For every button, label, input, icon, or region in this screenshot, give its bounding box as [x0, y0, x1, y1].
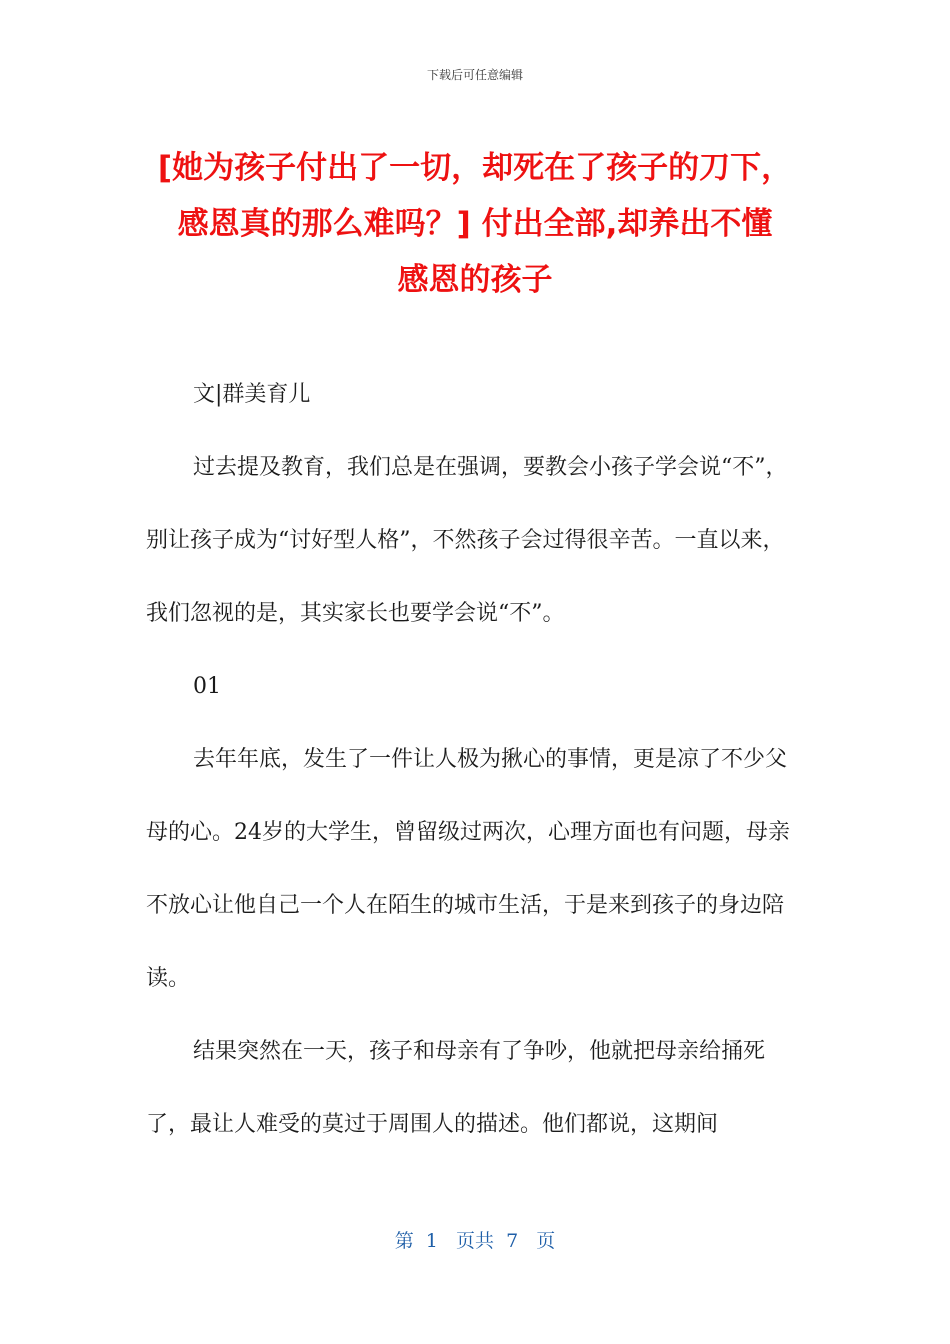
page-footer: 第 1 页共 7 页	[394, 1230, 556, 1252]
document-title	[120, 140, 830, 308]
title-line-2: 感恩真的那么难吗？] 付出全部,却养出不懂	[177, 206, 773, 242]
header-note: 下载后可任意编辑	[426, 68, 523, 82]
article-body	[146, 358, 806, 1161]
paragraph-2: 去年年底，发生了一件让人极为揪心的事情，更是凉了不少父母的心。24岁的大学生，曾留级过两次，心理方面也有问题，母亲不放心让他自己一个人在陌生的城市生活，于是来到孩子的身边陪读。	[146, 747, 790, 991]
paragraph-1: 过去提及教育，我们总是在强调，要教会小孩子学会说“不”，别让孩子成为“讨好型人格”，不然孩子会过得很辛苦。一直以来，我们忽视的是，其实家长也要学会说“不”。	[146, 455, 788, 626]
title-line-3: 感恩的孩子	[397, 262, 553, 298]
author-line: 文|群美育儿	[193, 382, 311, 407]
section-number: 01	[193, 674, 221, 699]
title-line-1: [她为孩子付出了一切，却死在了孩子的刀下，	[157, 150, 793, 186]
paragraph-3: 结果突然在一天，孩子和母亲有了争吵，他就把母亲给捅死了，最让人难受的莫过于周围人的描述。他们都说，这期间	[146, 1039, 766, 1137]
